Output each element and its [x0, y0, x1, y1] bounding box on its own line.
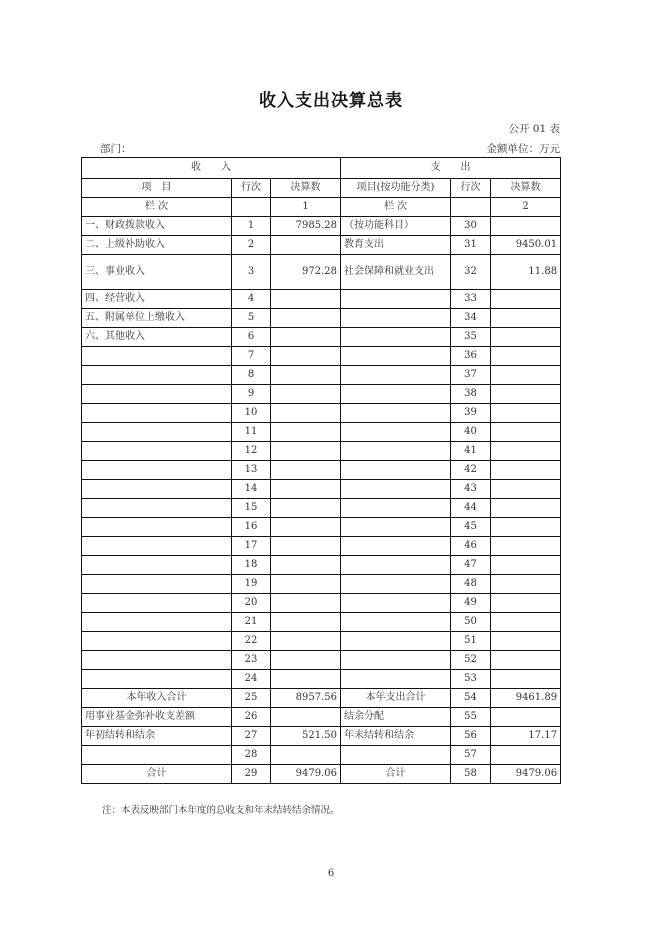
income-item-cell: 四、经营收入: [82, 290, 232, 309]
income-amount-header: 决算数: [271, 179, 341, 198]
expense-line-cell: 42: [451, 461, 491, 480]
income-line-cell: 15: [232, 499, 271, 518]
income-item-cell: [82, 651, 232, 670]
table-row: [82, 575, 561, 594]
income-amount-cell: 7985.28: [271, 217, 341, 236]
income-amount-cell: 8957.56: [271, 689, 341, 708]
income-item-cell: [82, 613, 232, 632]
expense-item-cell: [341, 556, 451, 575]
table-row: [82, 255, 561, 290]
expense-line-cell: 32: [451, 255, 491, 290]
table-row: [82, 613, 561, 632]
expense-item-cell: [341, 651, 451, 670]
table-row: [82, 423, 561, 442]
col-income-no: 1: [271, 198, 341, 217]
expense-item-cell: [341, 404, 451, 423]
form-number: 公开 01 表: [508, 123, 560, 135]
income-item-header: 项 目: [82, 179, 232, 198]
expense-line-cell: 37: [451, 366, 491, 385]
income-amount-cell: [271, 309, 341, 328]
income-item-cell: 六、其他收入: [82, 328, 232, 347]
expense-line-cell: 52: [451, 651, 491, 670]
income-line-cell: 6: [232, 328, 271, 347]
expense-amount-cell: [491, 217, 561, 236]
expense-line-cell: 51: [451, 632, 491, 651]
table-row: [82, 556, 561, 575]
expense-item-cell: 合计: [341, 765, 451, 784]
income-line-cell: 27: [232, 727, 271, 746]
expense-item-cell: [341, 461, 451, 480]
income-line-cell: 16: [232, 518, 271, 537]
expense-line-cell: 38: [451, 385, 491, 404]
expense-amount-cell: [491, 499, 561, 518]
income-line-cell: 7: [232, 347, 271, 366]
income-line-cell: 11: [232, 423, 271, 442]
expense-amount-cell: [491, 480, 561, 499]
expense-line-cell: 56: [451, 727, 491, 746]
expense-amount-cell: [491, 347, 561, 366]
income-item-cell: [82, 632, 232, 651]
expense-item-cell: [341, 347, 451, 366]
expense-item-cell: [341, 442, 451, 461]
income-amount-cell: [271, 575, 341, 594]
income-line-cell: 3: [232, 255, 271, 290]
empty-cell: [451, 198, 491, 217]
income-item-cell: [82, 575, 232, 594]
expense-line-cell: 49: [451, 594, 491, 613]
expense-line-header: 行次: [451, 179, 491, 198]
column-header-row: [82, 179, 561, 198]
income-line-cell: 8: [232, 366, 271, 385]
expense-item-cell: [341, 613, 451, 632]
expense-amount-cell: [491, 518, 561, 537]
expense-line-cell: 30: [451, 217, 491, 236]
income-item-cell: 一、财政拨款收入: [82, 217, 232, 236]
income-amount-cell: [271, 518, 341, 537]
table-row: [82, 689, 561, 708]
expense-line-cell: 43: [451, 480, 491, 499]
income-line-cell: 2: [232, 236, 271, 255]
expense-line-cell: 53: [451, 670, 491, 689]
expense-line-cell: 33: [451, 290, 491, 309]
expense-item-cell: [341, 594, 451, 613]
income-line-cell: 24: [232, 670, 271, 689]
col-expense-no: 2: [491, 198, 561, 217]
income-line-cell: 28: [232, 746, 271, 765]
expense-item-cell: [341, 366, 451, 385]
income-line-header: 行次: [232, 179, 271, 198]
expense-line-cell: 57: [451, 746, 491, 765]
income-amount-cell: [271, 651, 341, 670]
income-item-cell: 用事业基金弥补收支差额: [82, 708, 232, 727]
table-row: [82, 347, 561, 366]
income-item-cell: [82, 537, 232, 556]
income-amount-cell: [271, 480, 341, 499]
income-line-cell: 12: [232, 442, 271, 461]
income-line-cell: 18: [232, 556, 271, 575]
expense-amount-cell: [491, 746, 561, 765]
expense-item-cell: [341, 499, 451, 518]
expense-amount-cell: [491, 556, 561, 575]
expense-amount-cell: [491, 670, 561, 689]
income-line-cell: 5: [232, 309, 271, 328]
expense-line-cell: 55: [451, 708, 491, 727]
table-row: [82, 594, 561, 613]
expense-amount-cell: [491, 290, 561, 309]
expense-amount-cell: [491, 651, 561, 670]
expense-line-cell: 34: [451, 309, 491, 328]
expense-amount-cell: 9479.06: [491, 765, 561, 784]
income-item-cell: 本年收入合计: [82, 689, 232, 708]
table-row: [82, 442, 561, 461]
table-row: [82, 632, 561, 651]
expense-item-cell: [341, 670, 451, 689]
table-row: [82, 290, 561, 309]
income-amount-cell: [271, 404, 341, 423]
income-item-cell: 合计: [82, 765, 232, 784]
income-line-cell: 19: [232, 575, 271, 594]
income-item-cell: [82, 404, 232, 423]
income-amount-cell: [271, 499, 341, 518]
expense-amount-cell: [491, 594, 561, 613]
expense-amount-cell: [491, 404, 561, 423]
income-item-cell: 五、附属单位上缴收入: [82, 309, 232, 328]
income-item-cell: 年初结转和结余: [82, 727, 232, 746]
income-item-cell: 三、事业收入: [82, 255, 232, 290]
income-amount-cell: [271, 708, 341, 727]
income-line-cell: 23: [232, 651, 271, 670]
table-row: [82, 651, 561, 670]
income-item-cell: [82, 461, 232, 480]
income-expense-table: [81, 157, 561, 784]
expense-item-cell: [341, 385, 451, 404]
income-item-cell: [82, 366, 232, 385]
income-item-cell: [82, 385, 232, 404]
income-line-cell: 1: [232, 217, 271, 236]
expense-amount-cell: 9450.01: [491, 236, 561, 255]
income-amount-cell: [271, 461, 341, 480]
income-amount-cell: [271, 385, 341, 404]
expense-line-cell: 44: [451, 499, 491, 518]
income-amount-cell: [271, 556, 341, 575]
expense-item-cell: [341, 575, 451, 594]
expense-amount-cell: [491, 632, 561, 651]
empty-cell: [232, 198, 271, 217]
income-item-cell: [82, 480, 232, 499]
income-line-cell: 4: [232, 290, 271, 309]
expense-amount-cell: [491, 328, 561, 347]
table-row: [82, 746, 561, 765]
expense-line-cell: 50: [451, 613, 491, 632]
table-row: [82, 217, 561, 236]
expense-amount-cell: 11.88: [491, 255, 561, 290]
expense-line-cell: 31: [451, 236, 491, 255]
col-label-expense: 栏 次: [341, 198, 451, 217]
table-row: [82, 708, 561, 727]
income-line-cell: 21: [232, 613, 271, 632]
expense-item-cell: 结余分配: [341, 708, 451, 727]
table-row: [82, 765, 561, 784]
table-row: [82, 537, 561, 556]
income-amount-cell: 521.50: [271, 727, 341, 746]
expense-amount-cell: [491, 613, 561, 632]
expense-line-cell: 54: [451, 689, 491, 708]
income-amount-cell: [271, 290, 341, 309]
table-row: [82, 309, 561, 328]
income-item-cell: [82, 347, 232, 366]
income-amount-cell: 972.28: [271, 255, 341, 290]
income-amount-cell: [271, 632, 341, 651]
expense-line-cell: 45: [451, 518, 491, 537]
income-amount-cell: [271, 442, 341, 461]
expense-amount-cell: [491, 442, 561, 461]
expense-amount-cell: [491, 423, 561, 442]
table-row: [82, 236, 561, 255]
expense-item-cell: 社会保障和就业支出: [341, 255, 451, 290]
expense-group-header: 支 出: [341, 158, 561, 179]
expense-item-cell: （按功能科目）: [341, 217, 451, 236]
income-amount-cell: [271, 746, 341, 765]
income-item-cell: [82, 518, 232, 537]
income-line-cell: 29: [232, 765, 271, 784]
income-line-cell: 20: [232, 594, 271, 613]
expense-line-cell: 47: [451, 556, 491, 575]
expense-item-cell: [341, 309, 451, 328]
income-amount-cell: [271, 328, 341, 347]
expense-amount-cell: 17.17: [491, 727, 561, 746]
expense-line-cell: 46: [451, 537, 491, 556]
expense-item-header: 项目(按功能分类): [341, 179, 451, 198]
expense-item-cell: [341, 290, 451, 309]
income-amount-cell: [271, 366, 341, 385]
expense-line-cell: 41: [451, 442, 491, 461]
expense-amount-header: 决算数: [491, 179, 561, 198]
income-item-cell: [82, 499, 232, 518]
income-line-cell: 13: [232, 461, 271, 480]
income-item-cell: 二、上级补助收入: [82, 236, 232, 255]
column-number-row: [82, 198, 561, 217]
expense-item-cell: [341, 746, 451, 765]
income-amount-cell: [271, 670, 341, 689]
table-row: [82, 385, 561, 404]
expense-amount-cell: [491, 461, 561, 480]
income-amount-cell: [271, 537, 341, 556]
expense-amount-cell: [491, 575, 561, 594]
income-amount-cell: 9479.06: [271, 765, 341, 784]
table-row: [82, 727, 561, 746]
income-group-header: 收 入: [82, 158, 341, 179]
income-amount-cell: [271, 347, 341, 366]
expense-item-cell: 本年支出合计: [341, 689, 451, 708]
expense-line-cell: 35: [451, 328, 491, 347]
expense-item-cell: [341, 423, 451, 442]
income-amount-cell: [271, 613, 341, 632]
expense-item-cell: [341, 328, 451, 347]
page-number: 6: [327, 868, 335, 879]
income-item-cell: [82, 670, 232, 689]
expense-amount-cell: [491, 537, 561, 556]
table-row: [82, 404, 561, 423]
col-label-income: 栏 次: [82, 198, 232, 217]
expense-line-cell: 36: [451, 347, 491, 366]
income-line-cell: 10: [232, 404, 271, 423]
income-line-cell: 22: [232, 632, 271, 651]
expense-line-cell: 48: [451, 575, 491, 594]
expense-line-cell: 39: [451, 404, 491, 423]
income-item-cell: [82, 423, 232, 442]
income-line-cell: 25: [232, 689, 271, 708]
income-amount-cell: [271, 236, 341, 255]
expense-line-cell: 40: [451, 423, 491, 442]
income-line-cell: 26: [232, 708, 271, 727]
expense-item-cell: [341, 480, 451, 499]
table-row: [82, 670, 561, 689]
income-line-cell: 9: [232, 385, 271, 404]
income-item-cell: [82, 746, 232, 765]
unit-label: 金额单位：万元: [486, 143, 560, 155]
table-row: [82, 518, 561, 537]
income-item-cell: [82, 594, 232, 613]
expense-item-cell: 年末结转和结余: [341, 727, 451, 746]
group-header-row: [82, 158, 561, 179]
income-item-cell: [82, 442, 232, 461]
expense-amount-cell: 9461.89: [491, 689, 561, 708]
expense-line-cell: 58: [451, 765, 491, 784]
department-label: 部门：: [100, 143, 132, 155]
expense-amount-cell: [491, 385, 561, 404]
expense-item-cell: 教育支出: [341, 236, 451, 255]
table-row: [82, 366, 561, 385]
expense-amount-cell: [491, 309, 561, 328]
expense-amount-cell: [491, 366, 561, 385]
expense-amount-cell: [491, 708, 561, 727]
income-amount-cell: [271, 594, 341, 613]
page-title: 收入支出决算总表: [259, 91, 403, 111]
table-row: [82, 480, 561, 499]
income-amount-cell: [271, 423, 341, 442]
table-note: 注：本表反映部门本年度的总收支和年末结转结余情况。: [102, 805, 340, 816]
table-row: [82, 461, 561, 480]
income-line-cell: 14: [232, 480, 271, 499]
table-row: [82, 328, 561, 347]
expense-item-cell: [341, 537, 451, 556]
expense-item-cell: [341, 518, 451, 537]
table-row: [82, 499, 561, 518]
expense-item-cell: [341, 632, 451, 651]
income-item-cell: [82, 556, 232, 575]
income-line-cell: 17: [232, 537, 271, 556]
